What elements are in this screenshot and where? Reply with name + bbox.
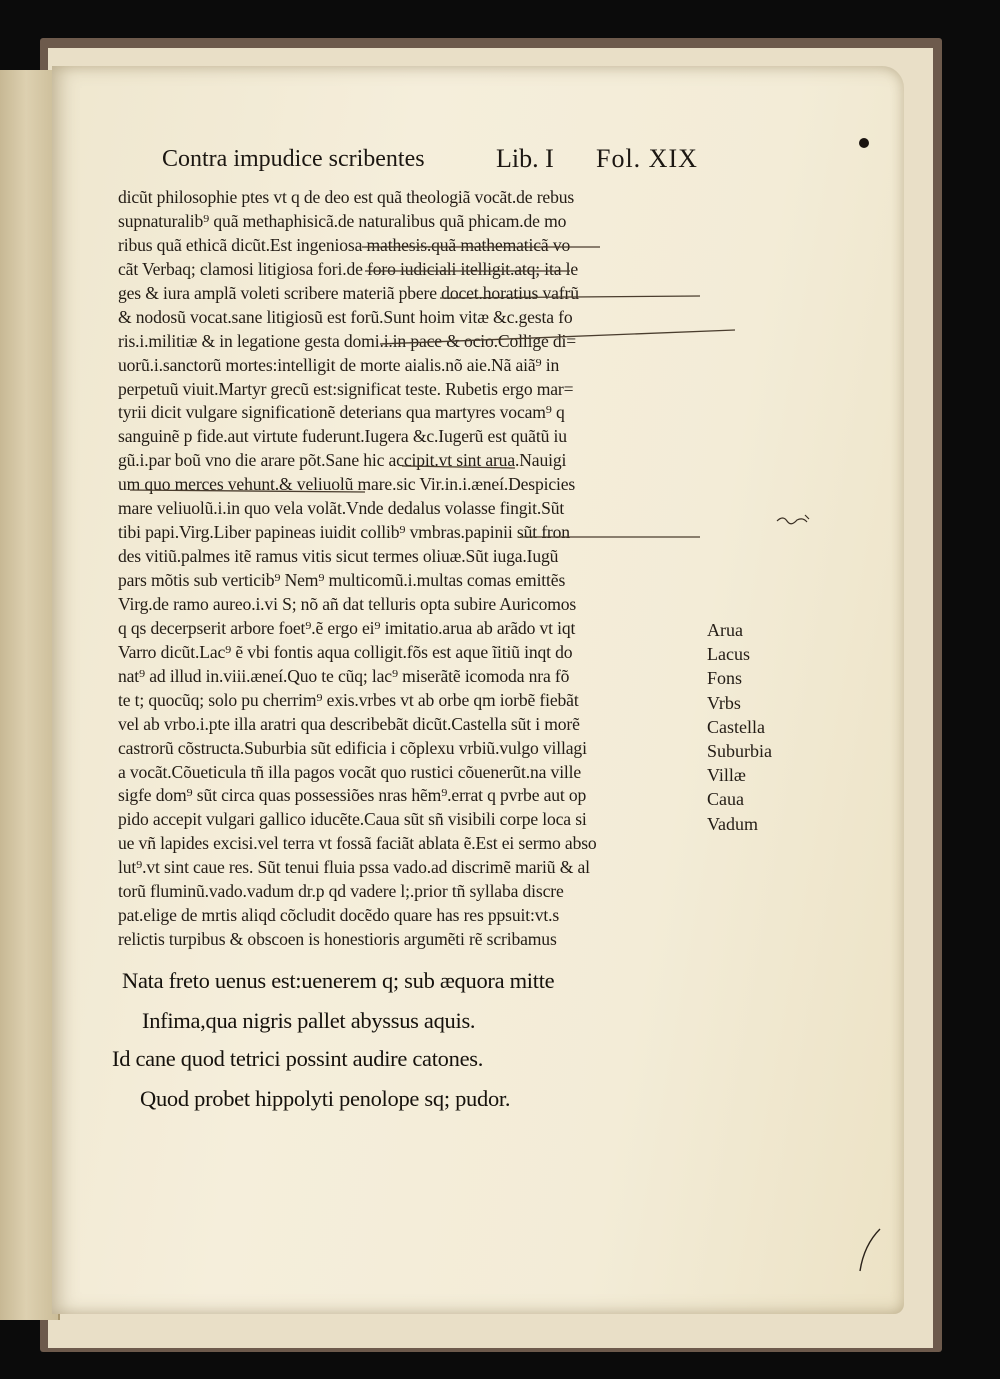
marginal-note: Vrbs — [707, 692, 741, 713]
marginal-notes — [707, 618, 797, 836]
commentary-line: supnaturalib⁹ quã methaphisicã.de naturalibus quã phicam.de mo — [118, 210, 567, 231]
commentary-line: sigfe dom⁹ sũt circa quas possessiões nras hẽm⁹.errat q pvrbe aut op — [118, 785, 587, 806]
commentary-line: nat⁹ ad illud in.viii.æneí.Quo te cũq; lac⁹ miserãtẽ icomoda nra fõ — [118, 665, 570, 686]
verse-line: Quod probet hippolyti penolope sq; pudor. — [140, 1086, 511, 1111]
commentary-line: castrorũ cõstructa.Suburbia sũt edificia i cõplexu vrbiũ.vulgo villagi — [118, 737, 587, 758]
commentary-line: mare veliuolũ.i.in quo vela volãt.Vnde dedalus volasse fingit.Sũt — [118, 498, 565, 519]
commentary-line: vel ab vrbo.i.pte illa aratri qua describebãt dicũt.Castella sũt i morẽ — [118, 713, 580, 734]
verse-line: Infima,qua nigris pallet abyssus aquis. — [142, 1008, 476, 1033]
facing-leaf-edge — [0, 70, 60, 1320]
commentary-line: ue vñ lapides excisi.vel terra vt fossã faciãt ablata ẽ.Est ei sermo abso — [118, 833, 597, 854]
commentary-line: gũ.i.par boũ vno die arare põt.Sane hic accipit.vt sint arua.Nauigi — [118, 450, 567, 471]
marginal-note: Vadum — [707, 813, 758, 834]
marginal-note: Fons — [707, 668, 743, 689]
commentary-line: pido accepit vulgari gallico iducẽte.Caua sũt sñ visibili corpe loca si — [118, 809, 587, 830]
commentary-line: a vocãt.Cõueticula tñ illa pagos vocãt quo rustici cõuenerũt.na ville — [118, 761, 582, 782]
commentary-text-block — [118, 186, 708, 952]
commentary-line: ribus quã ethicã dicũt.Est ingeniosa mathesis.quã mathematicã vo — [118, 234, 571, 255]
commentary-line: tyrii dicit vulgare significationẽ deterians qua martyres vocam⁹ q — [118, 402, 565, 423]
running-header — [162, 140, 722, 180]
verse-line: Nata freto uenus est:uenerem q; sub æquora mitte — [122, 968, 555, 993]
commentary-line: um quo merces vehunt.& veliuolũ mare.sic Vir.in.i.æneí.Despicies — [118, 474, 576, 495]
commentary-line: te t; quocũq; solo pu cherrim⁹ exis.vrbes vt ab orbe qm iorbẽ fiebãt — [118, 689, 579, 710]
marginal-note: Lacus — [707, 644, 750, 665]
commentary-line: lut⁹.vt sint caue res. Sũt tenui fluia pssa vado.ad discrimẽ mariũ & al — [118, 857, 590, 878]
marginal-note: Arua — [707, 620, 743, 640]
running-title: Contra impudice scribentes — [162, 146, 425, 172]
commentary-line: pars mõtis sub verticib⁹ Nem⁹ multicomũ.i.multas comas emittẽs — [118, 570, 566, 590]
commentary-line: cãt Verbaq; clamosi litigiosa fori.de foro iudiciali itelligit.atq; ita le — [118, 258, 579, 279]
commentary-line: tibi papi.Virg.Liber papineas iuidit collib⁹ vmbras.papinii sũt fron — [118, 522, 570, 543]
ink-dot-mark — [859, 138, 869, 148]
commentary-line: ris.i.militiæ & in legatione gesta domi.i.in pace & ocio.Collige di= — [118, 330, 577, 351]
commentary-line: Varro dicũt.Lac⁹ ẽ vbi fontis aqua colligit.fõs est aque ĩitiũ inqt do — [118, 641, 573, 662]
marginal-note: Suburbia — [707, 741, 772, 762]
commentary-line: dicũt philosophie ptes vt q de deo est quã theologiã vocãt.de rebus — [118, 187, 575, 207]
marginal-note: Villæ — [707, 765, 746, 786]
commentary-line: relictis turpibus & obscoen is honestioris argumẽti rẽ scribamus — [118, 929, 557, 950]
marginal-note: Caua — [707, 789, 744, 810]
commentary-line: uorũ.i.sanctorũ mortes:intelligit de morte aialis.nõ aie.Nã aiã⁹ in — [118, 354, 560, 375]
book-number: Lib. I — [496, 144, 554, 173]
verse-line: Id cane quod tetrici possint audire catones. — [112, 1046, 484, 1071]
commentary-line: perpetuũ viuit.Martyr grecũ est:significat teste. Rubetis ergo mar= — [118, 378, 574, 399]
commentary-line: Virg.de ramo aureo.i.vi S; nõ añ dat telluris opta subire Auricomos — [118, 593, 577, 614]
commentary-line: ges & iura amplã voleti scribere materiã pbere docet.horatius vafrũ — [118, 282, 579, 303]
pen-stroke-mark — [850, 1225, 890, 1275]
commentary-line: des vitiũ.palmes itẽ ramus vitis sicut termes oliuæ.Sũt iuga.Iugũ — [118, 546, 559, 567]
commentary-line: sanguinẽ p fide.aut virtute fuderunt.Iugera &c.Iugerũ est quãtũ iu — [118, 426, 567, 447]
marginal-note: Castella — [707, 716, 765, 737]
commentary-line: pat.elige de mrtis aliqd cõcludit docẽdo quare has res ppsuit:vt.s — [118, 905, 560, 926]
commentary-line: torũ fluminũ.vado.vadum dr.p qd vadere l;.prior tñ syllaba discre — [118, 881, 564, 902]
folio-number: Fol. XIX — [596, 144, 698, 173]
ink-scribble-mark — [775, 511, 815, 527]
commentary-line: & nodosũ vocat.sane litigiosũ est forũ.Sunt hoim vitæ &c.gesta fo — [118, 306, 573, 327]
commentary-line: q qs decerpserit arbore foet⁹.ẽ ergo ei⁹ imitatio.arua ab arãdo vt iqt — [118, 617, 576, 638]
